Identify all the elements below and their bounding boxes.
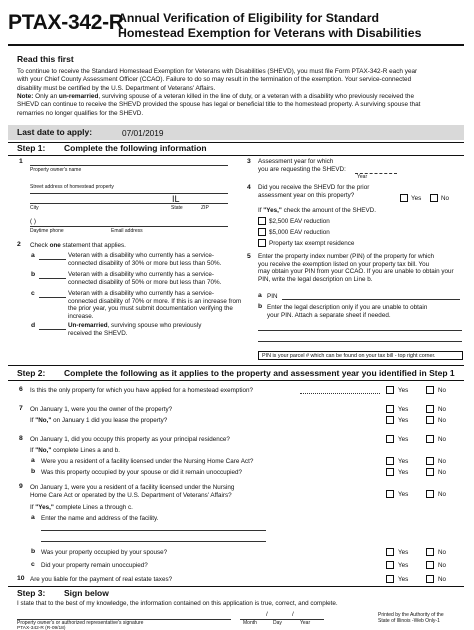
form-title-line-2: Homestead Exemption for Veterans with Disabilities <box>118 26 422 41</box>
q7-lease-no-checkbox[interactable] <box>426 416 434 424</box>
q8b-text: Was this property occupied by your spouse or did it remain unoccupied? <box>41 469 243 476</box>
option-a-line: connected disability of 30% or more but less than 50%. <box>68 259 222 267</box>
q9c-text: Did your property remain unoccupied? <box>41 562 148 569</box>
intro-line: SHEVD can continue to receive the SHEVD provided the spouse has legal or beneficial title to the homestead property. A surviving spouse that <box>17 101 421 109</box>
q8-if-no <box>30 447 120 455</box>
q4-if-text: check the amount of the SHEVD. <box>281 207 376 214</box>
q2-instruction <box>30 242 126 250</box>
form-title-line-1: Annual Verification of Eligibility for Standard <box>118 11 379 25</box>
intro-line: remarries no longer qualifies for the SHEVD. <box>17 109 144 117</box>
question-number-6: 6 <box>19 386 23 393</box>
step3-title: Sign below <box>64 588 109 598</box>
q6-no-label: No <box>438 387 447 394</box>
legal-desc-line: your PIN. Attach a separate sheet if needed. <box>267 311 391 319</box>
q8-yes-checkbox[interactable] <box>386 435 394 443</box>
q9b-yes-checkbox[interactable] <box>386 548 394 556</box>
option-c-line: Veteran with a disability who currently has a service- <box>68 290 214 297</box>
q9-if-yes <box>30 504 133 512</box>
q4-no-label: No <box>441 195 450 202</box>
q4-text <box>258 184 369 199</box>
q4-yes-label: Yes <box>411 195 422 202</box>
option-a-check-line[interactable] <box>39 259 66 260</box>
intro-line: with your Chief County Assessment Officer (CCAO). Failure to do so may result in the termination of the exemption. Your service-connected <box>17 76 412 84</box>
q4-if-yes <box>258 207 376 215</box>
q9c-no-label: No <box>438 562 447 569</box>
option-c-check-line[interactable] <box>39 297 66 298</box>
legal-desc-line: Enter the legal description only if you are unable to obtain <box>267 304 428 311</box>
option-b-check-line[interactable] <box>39 278 66 279</box>
option-b-line: Veteran with a disability who currently has a service- <box>68 271 214 278</box>
option-a-line: Veteran with a disability who currently has a service- <box>68 252 214 259</box>
q4-no-checkbox[interactable] <box>430 194 438 202</box>
q8a-yes-checkbox[interactable] <box>386 457 394 465</box>
step3-rule <box>8 586 464 587</box>
intro-line: disability must be certified by the U.S. Department of Veterans' Affairs. <box>17 84 216 92</box>
phone-email-field[interactable] <box>30 226 228 227</box>
read-first-text <box>17 68 463 118</box>
printed-by-line: State of Illinois -Web Only-1 <box>378 618 440 625</box>
option-d-line-text: , surviving spouse who previously <box>107 322 202 329</box>
note-text: , surviving spouse of a veteran killed in the line of duty, or a veteran with a disability who previously received the <box>98 92 415 100</box>
day-label: Day <box>273 620 282 626</box>
option-c-line: the prior year, you must submit documentation verifying the <box>68 305 233 313</box>
option-c-line: connected disability of 70% or more. If this is an increase from <box>68 297 242 305</box>
q7-no-label: No <box>438 406 447 413</box>
q9b-text: Was your property occupied by your spouse? <box>41 549 168 556</box>
q2-emphasis: one <box>49 242 61 249</box>
q9-no-checkbox[interactable] <box>426 490 434 498</box>
q10-yes-label: Yes <box>398 576 409 583</box>
option-a-text <box>68 252 221 267</box>
q10-text: Are you liable for the payment of real estate taxes? <box>30 576 173 583</box>
q7-lease-yes-checkbox[interactable] <box>386 416 394 424</box>
q8-if-emphasis: "No," <box>35 447 52 454</box>
q2-text: Check <box>30 242 50 249</box>
q4-line: Did you receive the SHEVD for the prior <box>258 184 370 191</box>
q8-no-checkbox[interactable] <box>426 435 434 443</box>
option-letter-c: c <box>31 290 35 297</box>
q6-yes-label: Yes <box>398 387 409 394</box>
note-emphasis: un-remarried <box>58 92 99 100</box>
option-c-text <box>68 290 241 321</box>
question-number-7: 7 <box>19 405 23 412</box>
question-number-1: 1 <box>19 158 23 165</box>
option-d-line <box>68 322 201 330</box>
q5-text <box>258 253 466 284</box>
step2-title-rule <box>8 380 464 381</box>
option-d-line: received the SHEVD. <box>68 329 128 337</box>
step1-label: Step 1: <box>17 143 46 153</box>
pin-note-box: PIN is your parcel # which can be found on your tax bill - top right corner. <box>258 351 463 360</box>
q10-no-label: No <box>438 576 447 583</box>
q7-if-emphasis: "No," <box>35 417 52 424</box>
q8a-no-checkbox[interactable] <box>426 457 434 465</box>
q8-no-label: No <box>438 436 447 443</box>
question-number-8: 8 <box>19 435 23 442</box>
option-c-line: increase. <box>68 313 94 321</box>
q8a-yes-label: Yes <box>398 458 409 465</box>
pin-letter-b: b <box>258 303 263 310</box>
question-number-2: 2 <box>17 241 21 248</box>
q9b-letter: b <box>31 548 36 555</box>
option-b-text <box>68 271 221 286</box>
question-number-10: 10 <box>17 575 25 582</box>
q8a-no-label: No <box>438 458 447 465</box>
q7-if-text: If <box>30 417 36 424</box>
q8b-no-label: No <box>438 469 447 476</box>
q4-if-emphasis: "Yes," <box>263 207 282 214</box>
q3-text <box>258 158 346 173</box>
q9c-yes-checkbox[interactable] <box>386 561 394 569</box>
q2-text: statement that applies. <box>60 242 126 249</box>
pin-letter-a: a <box>258 292 262 299</box>
q7-yes-checkbox[interactable] <box>386 405 394 413</box>
q7-no-checkbox[interactable] <box>426 405 434 413</box>
q5-line: PIN, write the legal description on Line b. <box>258 276 373 284</box>
city-state-zip-field[interactable] <box>30 203 228 204</box>
intro-line: To continue to receive the Standard Homestead Exemption for Veterans with Disabilities (SHEVD), you must file Form PTAX-342-R each year <box>17 68 418 75</box>
q7-lease-no-label: No <box>438 417 447 424</box>
q9c-letter: c <box>31 561 35 568</box>
phone-area-code: ( ) <box>30 218 36 225</box>
q6-leader <box>300 393 380 394</box>
q9b-no-label: No <box>438 549 447 556</box>
q8-if-text: complete Lines a and b. <box>51 447 120 454</box>
q3-line: Assessment year for which <box>258 158 334 165</box>
q8a-letter: a <box>31 457 35 464</box>
last-date-bar <box>8 125 464 140</box>
q4-line: assessment year on this property? <box>258 191 355 199</box>
option-d-text <box>68 322 201 337</box>
q9-if-text: complete Lines a through c. <box>53 504 133 511</box>
declaration-text: I state that to the best of my knowledge, the information contained on this application is true, correct, and complete. <box>17 600 338 607</box>
q8-text: On January 1, did you occupy this property as your principal residence? <box>30 436 230 443</box>
q9-line: On January 1, were you a resident of a facility licensed under the Nursing <box>30 484 235 491</box>
shevd-2500-label: $2,500 EAV reduction <box>269 218 330 225</box>
street-address-field[interactable] <box>30 193 228 194</box>
q9-line: Home Care Act or operated by the U.S. Department of Veterans' Affairs? <box>30 491 232 499</box>
street-address-label: Street address of homestead property <box>30 184 114 190</box>
form-number: PTAX-342-R <box>8 11 124 34</box>
footer-form-id: PTAX-342-R (R-09/18) <box>17 626 66 630</box>
month-label: Month <box>243 620 257 626</box>
q8b-letter: b <box>31 468 36 475</box>
legal-desc-text <box>267 304 427 319</box>
q7-if-text: on January 1 did you lease the property? <box>51 417 168 424</box>
q8-if-text: If <box>30 447 36 454</box>
phone-label: Daytime phone <box>30 228 64 234</box>
step3-label: Step 3: <box>17 588 46 598</box>
printed-by-line: Printed by the Authority of the <box>378 612 444 618</box>
note-label: Note: <box>17 92 34 100</box>
read-first-heading: Read this first <box>17 54 74 64</box>
legal-desc-field-1[interactable] <box>258 330 462 331</box>
owner-name-field[interactable] <box>30 165 228 166</box>
q5-line: you receive the exemption listed on your property tax bill. You <box>258 260 430 268</box>
step1-title-rule <box>8 155 464 156</box>
q9-no-label: No <box>438 491 447 498</box>
date-separator: / <box>266 611 268 618</box>
state-label: State <box>171 205 183 211</box>
q7-if-no <box>30 417 167 425</box>
pin-label: PIN <box>267 293 278 300</box>
option-d-emphasis: Un-remarried <box>68 322 108 329</box>
tax-exempt-label: Property tax exempt residence <box>269 240 355 247</box>
q9a-text: Enter the name and address of the facility. <box>41 515 159 522</box>
option-d-check-line[interactable] <box>39 329 66 330</box>
note-text: Only an <box>33 92 59 100</box>
q7-lease-yes-label: Yes <box>398 417 409 424</box>
zip-label: ZIP <box>201 205 209 211</box>
q8b-yes-checkbox[interactable] <box>386 468 394 476</box>
step1-title: Complete the following information <box>64 143 207 153</box>
q4-if-text: If <box>258 207 264 214</box>
city-label: City <box>30 205 39 211</box>
q9b-yes-label: Yes <box>398 549 409 556</box>
q9b-no-checkbox[interactable] <box>426 548 434 556</box>
q9-yes-label: Yes <box>398 491 409 498</box>
option-letter-a: a <box>31 252 35 259</box>
header-rule <box>8 44 464 46</box>
option-letter-b: b <box>31 271 36 278</box>
year-label: Year <box>300 620 311 626</box>
q7-text: On January 1, were you the owner of the property? <box>30 406 173 413</box>
legal-desc-field-2[interactable] <box>258 341 462 342</box>
facility-address-field[interactable] <box>41 541 266 542</box>
question-number-4: 4 <box>247 184 251 191</box>
option-b-line: connected disability of 50% or more but less than 70%. <box>68 278 222 286</box>
state-value: IL <box>172 194 180 204</box>
q10-no-checkbox[interactable] <box>426 575 434 583</box>
question-number-9: 9 <box>19 483 23 490</box>
q9-text <box>30 484 234 499</box>
q9-yes-checkbox[interactable] <box>386 490 394 498</box>
step2-rule <box>8 365 464 366</box>
printed-by <box>378 612 444 624</box>
year-label: Year <box>357 174 368 180</box>
question-number-5: 5 <box>247 253 251 260</box>
q10-yes-checkbox[interactable] <box>386 575 394 583</box>
shevd-5000-checkbox[interactable] <box>258 228 266 236</box>
q8a-text: Were you a resident of a facility licensed under the Nursing Home Care Act? <box>41 458 254 465</box>
q5-line: Enter the property index number (PIN) of the property for which <box>258 253 435 260</box>
date-separator: / <box>292 611 294 618</box>
q6-yes-checkbox[interactable] <box>386 386 394 394</box>
q6-text: Is this the only property for which you have applied for a homestead exemption? <box>30 387 253 394</box>
shevd-2500-checkbox[interactable] <box>258 217 266 225</box>
question-number-3: 3 <box>247 158 251 165</box>
owner-name-label: Property owner's name <box>30 167 82 173</box>
q6-no-checkbox[interactable] <box>426 386 434 394</box>
q8-yes-label: Yes <box>398 436 409 443</box>
last-date-label: Last date to apply: <box>17 127 93 137</box>
intro-note <box>17 93 463 101</box>
q3-line: you are requesting the SHEVD: <box>258 165 346 173</box>
q9-if-text: If <box>30 504 36 511</box>
q8b-no-checkbox[interactable] <box>426 468 434 476</box>
form-title <box>118 11 468 42</box>
facility-name-field[interactable] <box>41 530 266 531</box>
option-letter-d: d <box>31 322 36 329</box>
signature-label: Property owner's or authorized representative's signature <box>17 620 144 626</box>
q4-yes-checkbox[interactable] <box>400 194 408 202</box>
q9c-yes-label: Yes <box>398 562 409 569</box>
q7-yes-label: Yes <box>398 406 409 413</box>
q9c-no-checkbox[interactable] <box>426 561 434 569</box>
shevd-5000-label: $5,000 EAV reduction <box>269 229 330 236</box>
pin-field[interactable] <box>282 299 460 300</box>
q9-if-emphasis: "Yes," <box>35 504 54 511</box>
step2-label: Step 2: <box>17 368 46 378</box>
q5-line: may obtain your PIN from your CCAO. If you are unable to obtain your <box>258 268 454 276</box>
step2-title: Complete the following as it applies to the property and assessment year you identified in Step 1 <box>64 368 455 378</box>
email-label: Email address <box>111 228 143 234</box>
q8b-yes-label: Yes <box>398 469 409 476</box>
last-date-value: 07/01/2019 <box>122 128 164 138</box>
tax-exempt-checkbox[interactable] <box>258 239 266 247</box>
q9a-letter: a <box>31 514 35 521</box>
